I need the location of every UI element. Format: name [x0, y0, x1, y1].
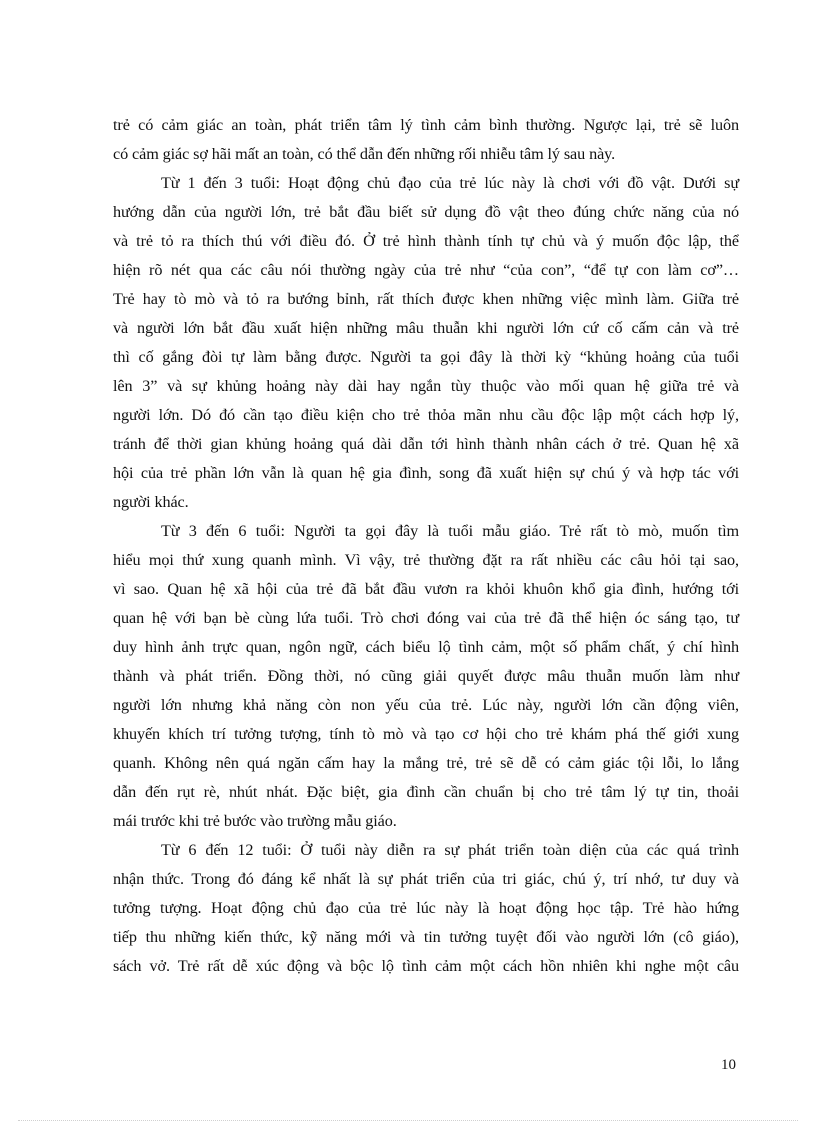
- text-line: hiểu mọi thứ xung quanh mình. Vì vậy, trẻ thường đặt ra rất nhiều các câu hỏi tại sao,: [113, 551, 739, 569]
- text-line: quan hệ với bạn bè cùng lứa tuổi. Trò chơi đóng vai của trẻ đã thể hiện óc sáng tạo, tư: [113, 609, 739, 627]
- text-line: khuyến khích trí tưởng tượng, tính tò mò và tạo cơ hội cho trẻ khám phá thế giới xung: [113, 725, 739, 743]
- text-line: Từ 6 đến 12 tuổi: Ở tuổi này diễn ra sự phát triển toàn diện của các quá trình: [161, 841, 739, 859]
- paragraph-age-1-3: [113, 169, 739, 517]
- text-line: mái trước khi trẻ bước vào trường mẫu giáo.: [113, 812, 397, 830]
- text-line: vì sao. Quan hệ xã hội của trẻ đã bắt đầu vươn ra khỏi khuôn khổ gia đình, hướng tới: [113, 580, 739, 598]
- text-line: nhận thức. Trong đó đáng kể nhất là sự phát triển của tri giác, chú ý, trí nhớ, tư duy và: [113, 870, 739, 888]
- paragraph-continuation: [113, 111, 739, 169]
- text-line: duy hình ảnh trực quan, ngôn ngữ, cách biểu lộ tình cảm, một số phẩm chất, ý chí hình: [113, 638, 739, 656]
- paragraph-age-3-6: [113, 517, 739, 836]
- text-line: tiếp thu những kiến thức, kỹ năng mới và tin tưởng tuyệt đối vào người lớn (cô giáo),: [113, 928, 739, 946]
- text-line: lên 3” và sự khủng hoảng này dài hay ngắn tùy thuộc vào mối quan hệ giữa trẻ và: [113, 377, 739, 395]
- text-line: và người lớn bắt đầu xuất hiện những mâu thuẫn khi người lớn cứ cố cấm cản và trẻ: [113, 319, 739, 337]
- text-line: Từ 1 đến 3 tuổi: Hoạt động chủ đạo của trẻ lúc này là chơi với đồ vật. Dưới sự: [161, 174, 739, 192]
- text-line: người khác.: [113, 493, 189, 511]
- text-line: trẻ có cảm giác an toàn, phát triển tâm lý tình cảm bình thường. Ngược lại, trẻ sẽ luôn: [113, 116, 739, 134]
- text-line: hội của trẻ phần lớn vẫn là quan hệ gia đình, song đã xuất hiện sự chú ý và hợp tác với: [113, 464, 739, 482]
- body-text: [113, 111, 739, 981]
- text-line: thành và phát triển. Đồng thời, nó cũng giải quyết được mâu thuẫn muốn làm như: [113, 667, 739, 685]
- text-line: tránh để thời gian khủng hoảng quá dài dẫn tới hình thành nhân cách ở trẻ. Quan hệ xã: [113, 435, 739, 453]
- text-line: sách vở. Trẻ rất dễ xúc động và bộc lộ tình cảm một cách hồn nhiên khi nghe một câu: [113, 957, 739, 975]
- text-line: Trẻ hay tò mò và tỏ ra bướng bỉnh, rất thích được khen những việc mình làm. Giữa trẻ: [113, 290, 739, 308]
- text-line: tưởng tượng. Hoạt động chủ đạo của trẻ lúc này là hoạt động học tập. Trẻ hào hứng: [113, 899, 739, 917]
- text-line: Từ 3 đến 6 tuổi: Người ta gọi đây là tuổi mẫu giáo. Trẻ rất tò mò, muốn tìm: [161, 522, 739, 540]
- page-boundary-divider: [18, 1120, 798, 1121]
- text-line: dẫn đến rụt rè, nhút nhát. Đặc biệt, gia đình cần chuẩn bị cho trẻ tâm lý tự tin, thoải: [113, 783, 739, 801]
- text-line: hiện rõ nét qua các câu nói thường ngày của trẻ như “của con”, “để tự con làm cơ”…: [113, 261, 739, 279]
- text-line: có cảm giác sợ hãi mất an toàn, có thể dẫn đến những rối nhiễu tâm lý sau này.: [113, 145, 616, 163]
- text-line: và trẻ tỏ ra thích thú với điều đó. Ở trẻ hình thành tính tự chủ và ý muốn độc lập, thể: [113, 232, 739, 250]
- page-number: 10: [721, 1057, 736, 1073]
- text-line: hướng dẫn của người lớn, trẻ bắt đầu biết sử dụng đồ vật theo đúng chức năng của nó: [113, 203, 739, 221]
- paragraph-age-6-12: [113, 836, 739, 981]
- text-line: người lớn. Dó đó cần tạo điều kiện cho trẻ thỏa mãn nhu cầu độc lập một cách hợp lý,: [113, 406, 739, 424]
- text-line: người lớn nhưng khả năng còn non yếu của trẻ. Lúc này, người lớn cần động viên,: [113, 696, 739, 714]
- text-line: thì cố gắng đòi tự làm bằng được. Người ta gọi đây là thời kỳ “khủng hoảng của tuổi: [113, 348, 739, 366]
- text-line: quanh. Không nên quá ngăn cấm hay la mắng trẻ, trẻ sẽ dễ có cảm giác tội lỗi, lo lắng: [113, 754, 739, 772]
